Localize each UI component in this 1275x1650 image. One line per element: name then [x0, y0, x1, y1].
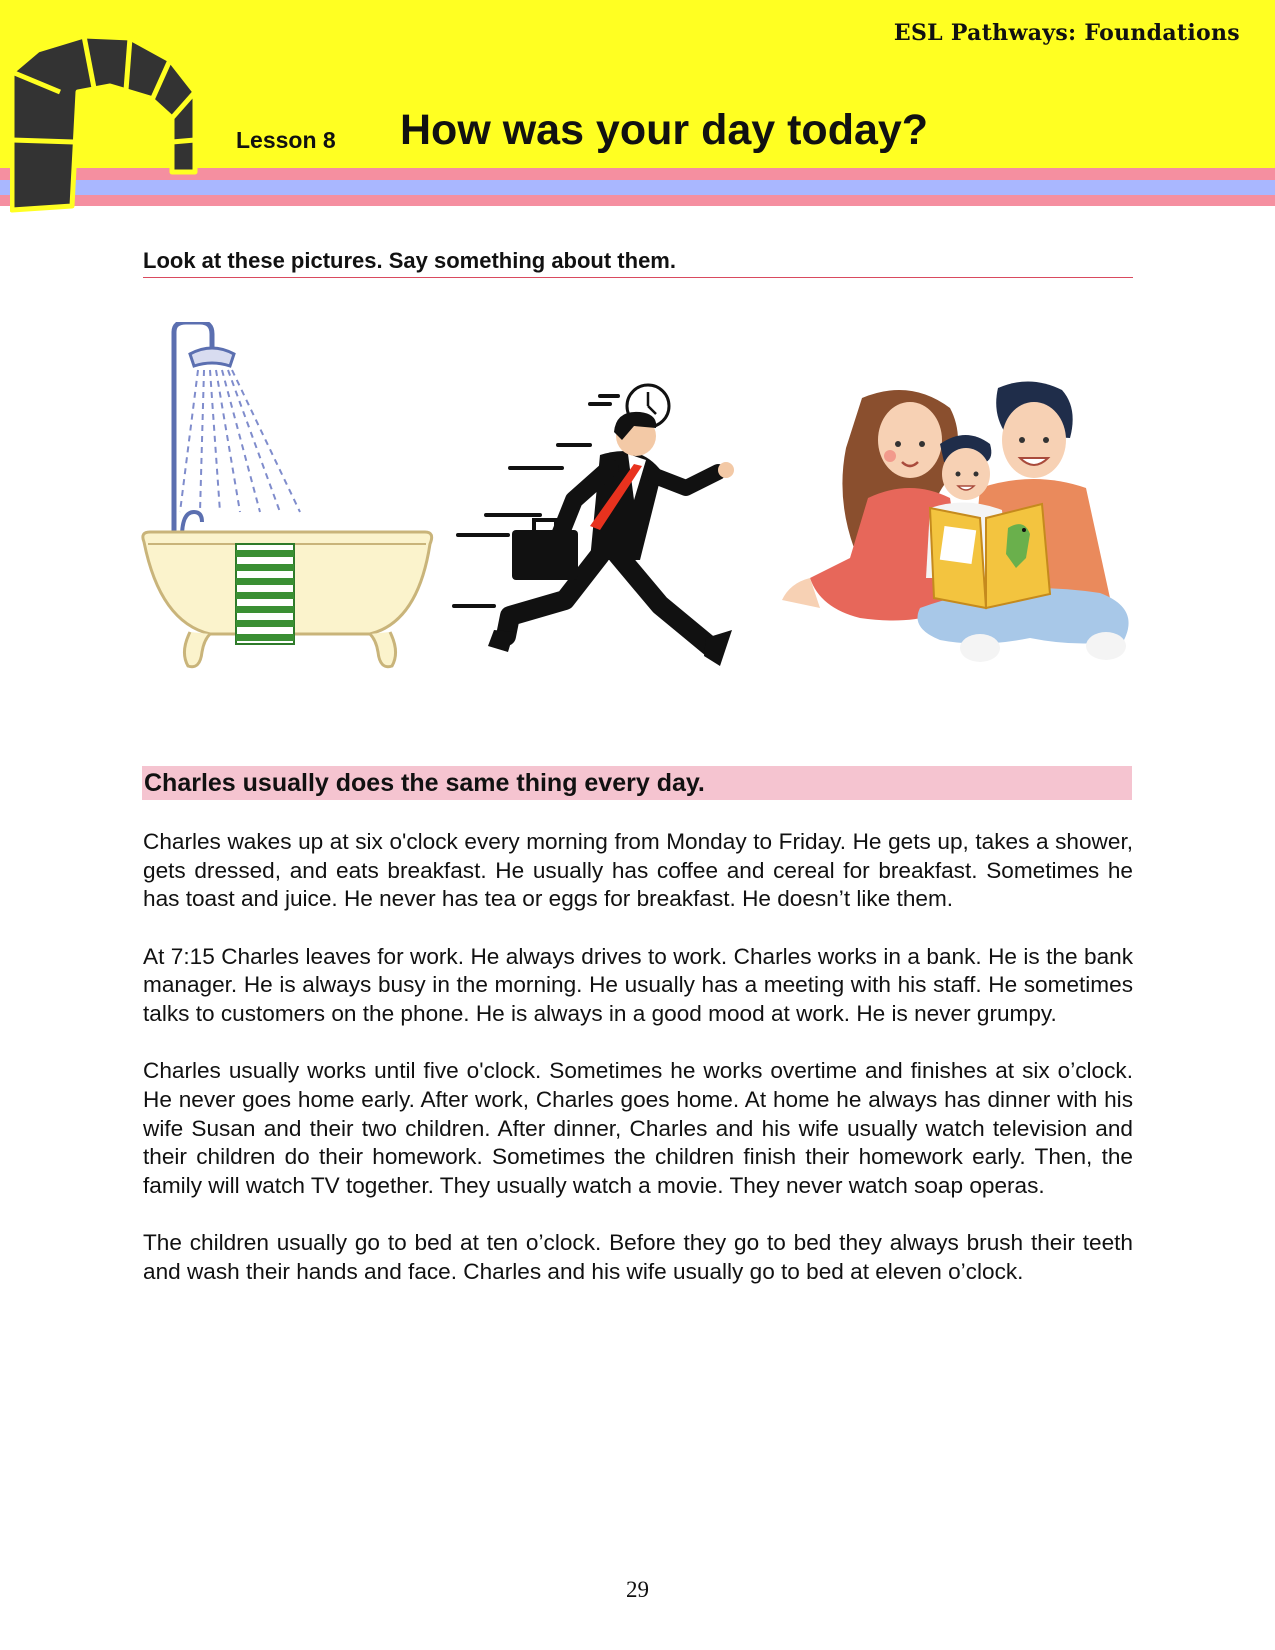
running-businessman-icon [450, 380, 760, 680]
family-reading-icon [780, 378, 1155, 678]
arch-logo-icon [10, 30, 200, 215]
instruction-text: Look at these pictures. Say something about them. [143, 248, 1133, 278]
story-paragraph-3: Charles usually works until five o'clock. Sometimes he works overtime and finishes at six o’clock. He never goes home early. After work, Charles goes home. At home he always has dinner with his wife Susan and their two children. After dinner, Charles and his wife usually watch television and their children do their homework. Sometimes the children finish their homework early. Then, the family will watch TV together. They usually watch a movie. They never watch soap operas. [143, 1058, 1133, 1199]
lesson-number: Lesson 8 [236, 127, 336, 153]
bathtub-shower-icon [140, 322, 440, 672]
story-paragraph-2: At 7:15 Charles leaves for work. He always drives to work. Charles works in a bank. He is the bank manager. He is always busy in the morning. He usually has a meeting with his staff. He sometimes talks to customers on the phone. He is always in a good mood at work. He is never grumpy. [143, 943, 1133, 1027]
story-body [143, 828, 1133, 1315]
lesson-title: How was your day today? [400, 106, 929, 154]
page-number: 29 [626, 1577, 649, 1602]
story-paragraph-4: The children usually go to bed at ten o’clock. Before they go to bed they always brush their teeth and wash their hands and face. Charles and his wife usually go to bed at eleven o’clock. [143, 1230, 1133, 1284]
story-paragraph-1: Charles wakes up at six o'clock every morning from Monday to Friday. He gets up, takes a shower, gets dressed, and eats breakfast. He usually has coffee and cereal for breakfast. Sometimes he has toast and juice. He never has tea or eggs for breakfast. He doesn’t like them. [143, 829, 1133, 912]
story-heading: Charles usually does the same thing every day. [142, 766, 1132, 800]
brand-title: ESL Pathways: Foundations [893, 20, 1240, 46]
